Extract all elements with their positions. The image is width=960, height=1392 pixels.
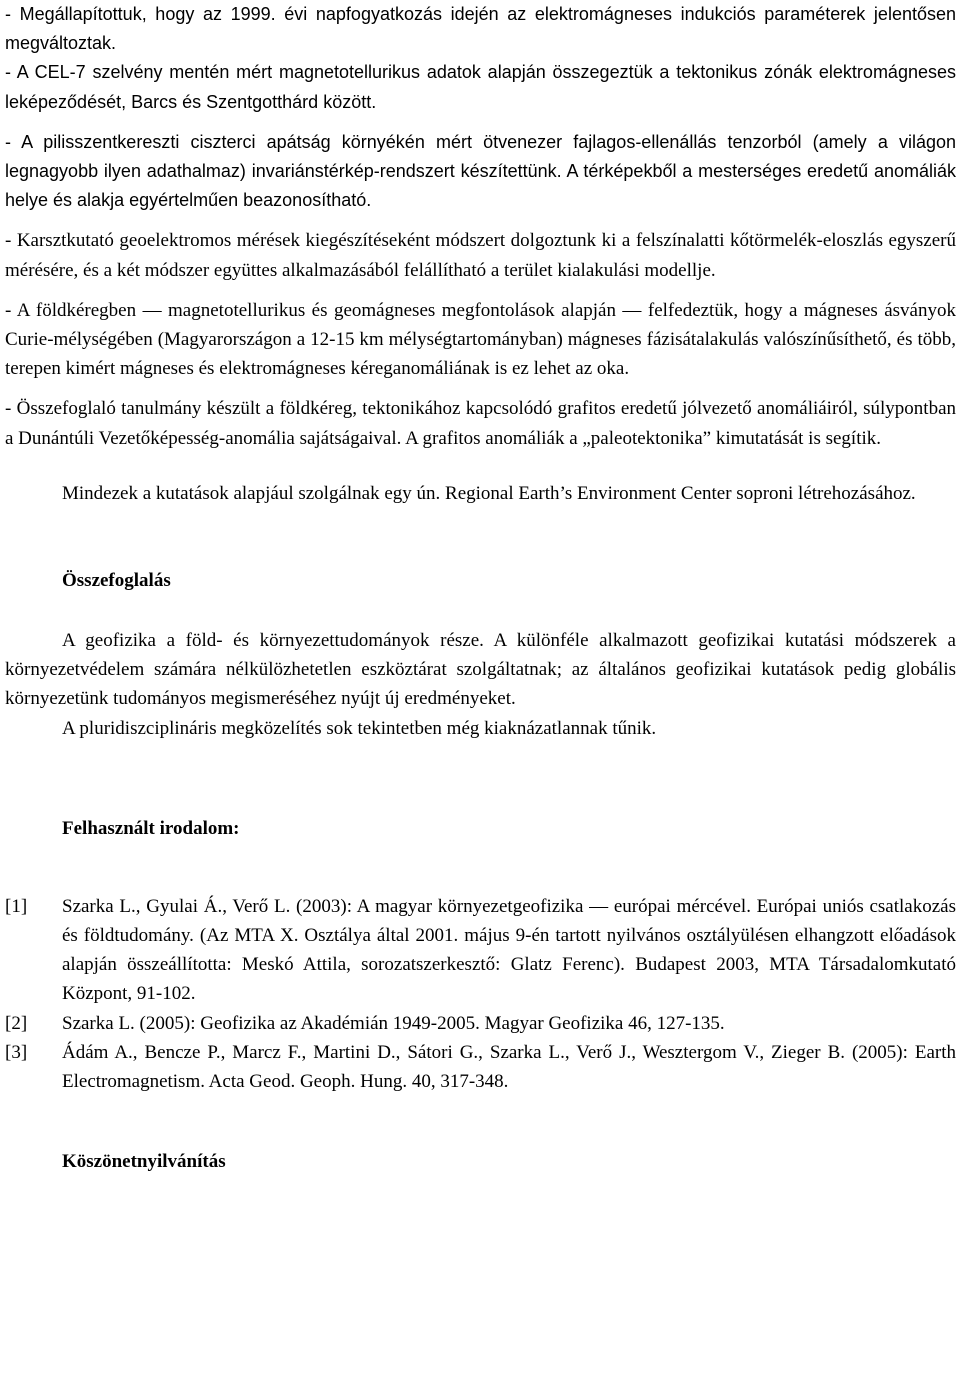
reference-number: [1] bbox=[5, 895, 28, 917]
summary-paragraph: A pluridiszciplináris megközelítés sok tekintetben még kiaknázatlannak tűnik. bbox=[62, 717, 657, 739]
reference-text: Ádám A., Bencze P., Marcz F., Martini D., Sátori G., Szarka L., Verő J., Wesztergom V., Zieger B. (2005): Earth Electromagnetism. Acta Geod. Geoph. Hung. 40, 317-348. bbox=[62, 1041, 956, 1093]
reference-item bbox=[5, 892, 956, 1009]
paragraph-curie: - A földkéregben ― magnetotellurikus és geomágneses megfontolások alapján ― felfedeztük, hogy a mágneses ásványok Curie-mélységében (Magyarországon a 12-15 km mélységtartományban) mágneses fázisátalakulás valószínűsíthető, és több, terepen kimért mágneses és elektromágneses kéreganomáliának is ez lehet az oka. bbox=[5, 299, 956, 380]
reference-item bbox=[5, 1038, 956, 1096]
paragraph-pilisszentkereszt: - A pilisszentkereszti ciszterci apátság környékén mért ötvenezer fajlagos-ellenállás tenzorból (amely a világon legnagyobb ilyen adathalmaz) invariánstérkép-rendszert készítettünk. A térképekből a mesterséges eredetű anomáliák helye és alakja egyértelműen beazonosítható. bbox=[5, 131, 956, 211]
paragraph-eclipse: - Megállapítottuk, hogy az 1999. évi napfogyatkozás idején az elektromágneses indukciós paraméterek jelentősen megváltoztak. bbox=[5, 4, 956, 54]
acknowledgements-heading: Köszönetnyilvánítás bbox=[62, 1151, 226, 1173]
reference-number: [2] bbox=[5, 1012, 28, 1034]
paragraph-cel7: - A CEL-7 szelvény mentén mért magnetotellurikus adatok alapján összegeztük a tektonikus zónák elektromágneses leképeződését, Barcs és Szentgotthárd között. bbox=[5, 62, 956, 112]
reference-item bbox=[5, 1009, 956, 1038]
reference-list bbox=[5, 892, 956, 1096]
summary-heading: Összefoglalás bbox=[62, 570, 171, 592]
references-heading: Felhasznált irodalom: bbox=[62, 817, 240, 839]
paragraph-regional-center: Mindezek a kutatások alapjául szolgálnak egy ún. Regional Earth’s Environment Center soproni létrehozásához. bbox=[62, 482, 916, 504]
reference-text: Szarka L., Gyulai Á., Verő L. (2003): A magyar környezetgeofizika ― európai mércével. Európai uniós csatlakozás és földtudomány. (Az MTA X. Osztálya által 2001. május 9-én tartott nyilvános osztályülésen elhangzott előadások alapján összeállította: Meskó Attila, sorozatszerkesztő: Glatz Ferenc). Budapest 2003, MTA Társadalomkutató Központ, 91-102. bbox=[62, 895, 956, 1005]
paragraph-graphite: - Összefoglaló tanulmány készült a földkéreg, tektonikához kapcsolódó grafitos eredetű jólvezető anomáliáiról, súlypontban a Dunántúli Vezetőképesség-anomália sajátságaival. A grafitos anomáliák a „paleotektonika” kimutatását is segítik. bbox=[5, 398, 956, 449]
summary-paragraph: A geofizika a föld- és környezettudományok része. A különféle alkalmazott geofizikai kutatási módszerek a környezetvédelem számára nélkülözhetetlen eszköztárat szolgáltatnak; az általános geofizikai kutatások pedig globális környezetünk tudományos megismeréséhez nyújt új eredményeket. bbox=[5, 630, 956, 710]
reference-number: [3] bbox=[5, 1041, 28, 1063]
reference-text: Szarka L. (2005): Geofizika az Akadémián 1949-2005. Magyar Geofizika 46, 127-135. bbox=[62, 1012, 725, 1034]
paragraph-karst: - Karsztkutató geoelektromos mérések kiegészítéseként módszert dolgoztunk ki a felszínalatti kőtörmelék-eloszlás egyszerű mérésére, és a két módszer együttes alkalmazásából felállítható a terület kialakulási modellje. bbox=[5, 230, 956, 281]
